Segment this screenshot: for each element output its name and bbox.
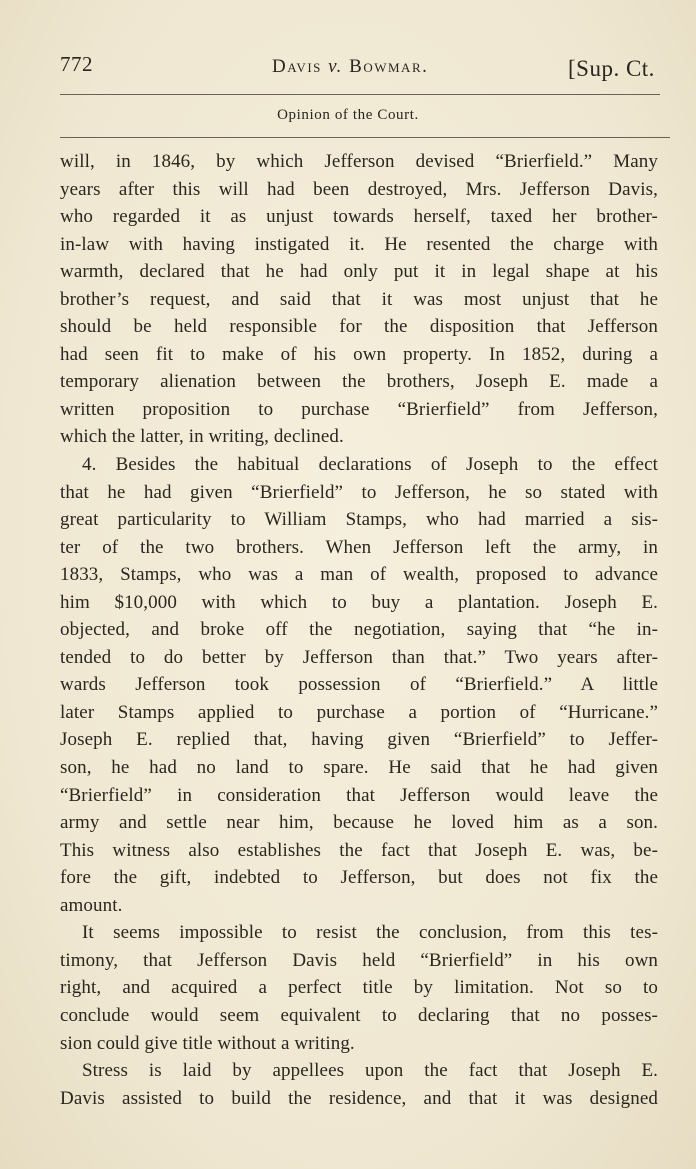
text-line: Stress is laid by appellees upon the fact that Joseph E.: [82, 1060, 658, 1082]
text-line: objected, and broke off the negotiation, saying that “he in-: [60, 619, 658, 641]
text-line: ter of the two brothers. When Jefferson left the army, in: [60, 536, 658, 558]
text-line: which the latter, in writing, declined.: [60, 426, 344, 448]
text-line: great particularity to William Stamps, who had married a sis-: [60, 509, 658, 531]
text-line: son, he had no land to spare. He said that he had given: [60, 757, 658, 779]
text-line: conclude would seem equivalent to declaring that no posses-: [60, 1004, 658, 1026]
text-line: in-law with having instigated it. He resented the charge with: [60, 233, 658, 255]
text-line: 4. Besides the habitual declarations of Joseph to the effect: [82, 454, 658, 476]
text-line: This witness also establishes the fact that Joseph E. was, be-: [60, 839, 658, 861]
text-line: amount.: [60, 894, 123, 916]
text-line: years after this will had been destroyed, Mrs. Jefferson Davis,: [60, 178, 658, 200]
opinion-body: [60, 148, 658, 1112]
text-line: warmth, declared that he had only put it in legal shape at his: [60, 261, 658, 283]
text-line: had seen fit to make of his own property. In 1852, during a: [60, 343, 658, 365]
text-line: later Stamps applied to purchase a portion of “Hurricane.”: [60, 701, 658, 723]
text-line: written proposition to purchase “Brierfield” from Jefferson,: [60, 398, 658, 420]
text-line: 1833, Stamps, who was a man of wealth, proposed to advance: [60, 564, 658, 586]
text-line: that he had given “Brierfield” to Jefferson, he so stated with: [60, 481, 658, 503]
text-line: Joseph E. replied that, having given “Brierfield” to Jeffer-: [60, 729, 658, 751]
text-line: Davis assisted to build the residence, and that it was designed: [60, 1087, 658, 1109]
running-title: Davis v. Bowmar.: [272, 56, 429, 77]
text-line: tended to do better by Jefferson than that.” Two years after-: [60, 646, 658, 668]
text-line: sion could give title without a writing.: [60, 1032, 355, 1054]
text-line: army and settle near him, because he loved him as a son.: [60, 812, 658, 834]
section-subheader: Opinion of the Court.: [277, 107, 419, 123]
page-number: 772: [60, 52, 93, 76]
text-line: who regarded it as unjust towards herself, taxed her brother-: [60, 206, 658, 228]
text-line: him $10,000 with which to buy a plantation. Joseph E.: [60, 591, 658, 613]
text-line: wards Jefferson took possession of “Brierfield.” A little: [60, 674, 658, 696]
text-line: temporary alienation between the brothers, Joseph E. made a: [60, 371, 658, 393]
text-line: will, in 1846, by which Jefferson devised “Brierfield.” Many: [60, 151, 658, 172]
text-line: “Brierfield” in consideration that Jefferson would leave the: [60, 784, 658, 806]
text-line: It seems impossible to resist the conclusion, from this tes-: [82, 922, 658, 944]
text-line: brother’s request, and said that it was most unjust that he: [60, 288, 658, 310]
text-line: should be held responsible for the disposition that Jefferson: [60, 316, 658, 338]
text-line: right, and acquired a perfect title by limitation. Not so to: [60, 977, 658, 999]
page-header: [60, 48, 670, 88]
subheader-rule: [60, 137, 670, 138]
header-rule: [60, 94, 660, 95]
text-line: timony, that Jefferson Davis held “Brierfield” in his own: [60, 949, 658, 971]
text-line: fore the gift, indebted to Jefferson, but does not fix the: [60, 867, 658, 889]
court-label: [Sup. Ct.: [568, 56, 655, 81]
